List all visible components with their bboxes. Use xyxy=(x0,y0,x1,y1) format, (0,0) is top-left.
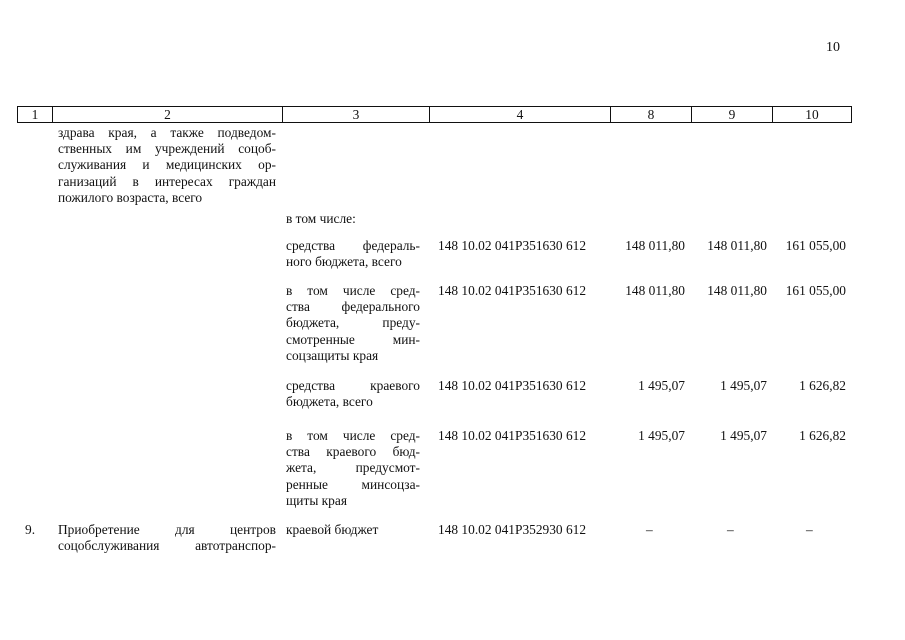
source-line: смотренные мин- xyxy=(286,331,420,347)
source-line: соцзащиты края xyxy=(286,347,379,363)
page-number: 10 xyxy=(826,40,840,55)
value-col-9: 1 495,07 xyxy=(720,378,767,393)
budget-code: 148 10.02 041P352930 612 xyxy=(438,522,587,537)
description-line: ганизаций в интересах граждан xyxy=(58,173,276,189)
header-col-2: 2 xyxy=(53,107,283,123)
source-line: щиты края xyxy=(286,492,347,508)
source-line: ства федерального xyxy=(286,299,420,315)
row-number: 9. xyxy=(25,522,36,537)
description-line: здрава края, а также подведом- xyxy=(58,125,276,140)
row-description xyxy=(58,522,276,554)
source-line: ренные минсоцза- xyxy=(286,476,420,492)
source-line: ного бюджета, всего xyxy=(286,254,402,270)
description-line: служивания и медицинских ор- xyxy=(58,157,276,173)
value-col-10: – xyxy=(806,522,813,537)
value-col-8: – xyxy=(646,522,653,537)
description-line: соцобслуживания автотранспор- xyxy=(58,538,276,554)
description-line: ственных им учреждений соцоб- xyxy=(58,141,276,157)
row-description-continued xyxy=(58,125,276,206)
header-col-8: 8 xyxy=(611,107,692,123)
value-col-10: 161 055,00 xyxy=(785,283,846,298)
including-label: в том числе: xyxy=(286,211,356,226)
header-col-9: 9 xyxy=(692,107,773,123)
value-col-9: 148 011,80 xyxy=(707,238,767,253)
value-col-8: 1 495,07 xyxy=(638,428,685,443)
value-col-10: 1 626,82 xyxy=(799,428,846,443)
header-col-10: 10 xyxy=(773,107,852,123)
source-line: ства краевого бюд- xyxy=(286,444,420,460)
header-col-3: 3 xyxy=(283,107,430,123)
source-line: средства федераль- xyxy=(286,238,420,253)
column-header-row xyxy=(17,106,852,123)
value-col-8: 148 011,80 xyxy=(625,283,685,298)
funding-source: краевой бюджет xyxy=(286,522,379,537)
header-col-1: 1 xyxy=(18,107,53,123)
source-line: в том числе сред- xyxy=(286,428,420,443)
source-line: жета, предусмот- xyxy=(286,460,420,476)
budget-code: 148 10.02 041P351630 612 xyxy=(438,428,587,443)
funding-source xyxy=(286,428,420,509)
value-col-8: 1 495,07 xyxy=(638,378,685,393)
budget-code: 148 10.02 041P351630 612 xyxy=(438,378,587,393)
value-col-9: 148 011,80 xyxy=(707,283,767,298)
funding-source xyxy=(286,283,420,364)
source-line: в том числе сред- xyxy=(286,283,420,298)
budget-code: 148 10.02 041P351630 612 xyxy=(438,283,587,298)
value-col-10: 1 626,82 xyxy=(799,378,846,393)
budget-code: 148 10.02 041P351630 612 xyxy=(438,238,587,253)
description-line: пожилого возраста, всего xyxy=(58,189,203,205)
value-col-10: 161 055,00 xyxy=(785,238,846,253)
value-col-8: 148 011,80 xyxy=(625,238,685,253)
value-col-9: – xyxy=(727,522,734,537)
source-line: бюджета, преду- xyxy=(286,315,420,331)
value-col-9: 1 495,07 xyxy=(720,428,767,443)
source-line: бюджета, всего xyxy=(286,394,373,410)
header-col-4: 4 xyxy=(430,107,611,123)
source-line: средства краевого xyxy=(286,378,420,393)
funding-source xyxy=(286,238,420,270)
description-line: Приобретение для центров xyxy=(58,522,276,537)
funding-source xyxy=(286,378,420,410)
